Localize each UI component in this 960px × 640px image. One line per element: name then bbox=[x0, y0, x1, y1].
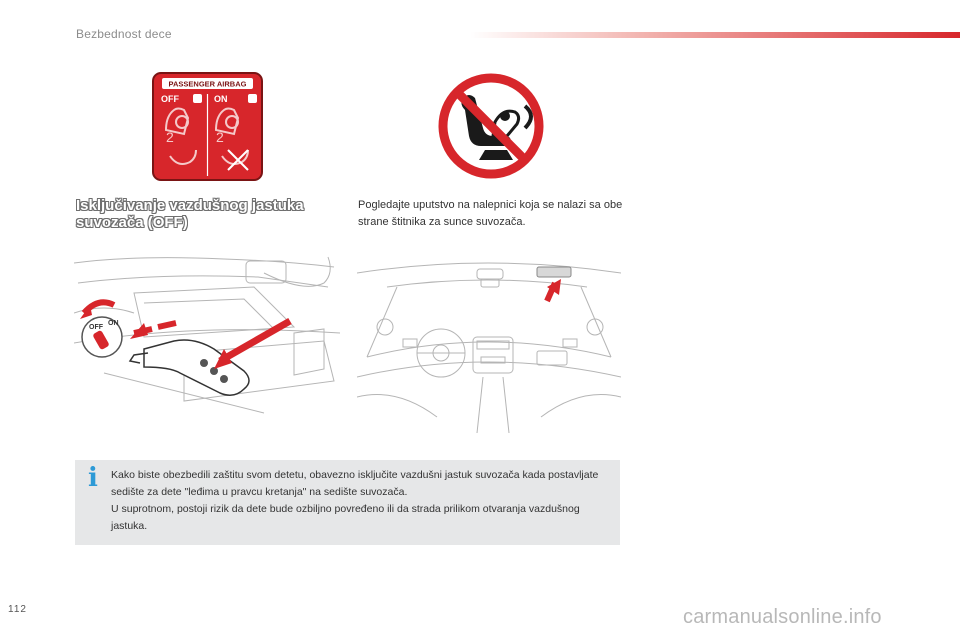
airbag-label-on: ON bbox=[214, 94, 228, 104]
dashboard-sun-visor-illustration bbox=[357, 257, 621, 433]
info-icon: i bbox=[88, 463, 98, 493]
section-description: Pogledajte uputstvo na nalepnici koja se nalazi sa obe strane štitnika za sunce suvozača. bbox=[358, 199, 623, 228]
info-note-text bbox=[111, 467, 611, 535]
svg-text:2: 2 bbox=[216, 129, 224, 145]
section-title bbox=[76, 197, 356, 231]
passenger-airbag-label-image bbox=[152, 72, 263, 181]
key-switch-on: ON bbox=[108, 320, 119, 327]
info-note-line2: U suprotnom, postoji rizik da dete bude ozbiljno povređeno ili da strada prilikom otvaranja vazdušnog jastuka. bbox=[111, 503, 580, 532]
page-number: 112 bbox=[8, 604, 27, 615]
info-note-line1: Kako biste obezbedili zaštitu svom detetu, obavezno isključite vazdušni jastuk suvozača kada postavljate sedište za dete "leđima u pravcu kretanja" na sedište suvozača. bbox=[111, 469, 599, 498]
info-note-box bbox=[75, 460, 620, 545]
page-header-title: Bezbednost dece bbox=[76, 27, 172, 41]
header-accent-bar bbox=[470, 32, 960, 38]
glovebox-key-switch-illustration bbox=[74, 253, 340, 433]
no-rear-facing-seat-sign-image bbox=[437, 72, 545, 180]
airbag-label-off: OFF bbox=[161, 94, 179, 104]
watermark: carmanualsonline.info bbox=[683, 606, 882, 628]
svg-text:2: 2 bbox=[166, 129, 174, 145]
airbag-label-title: PASSENGER AIRBAG bbox=[168, 79, 247, 89]
section-title-line2: suvozača (OFF) bbox=[76, 214, 188, 231]
key-switch-off: OFF bbox=[89, 324, 103, 331]
section-title-line1: Isključivanje vazdušnog jastuka bbox=[76, 197, 304, 214]
